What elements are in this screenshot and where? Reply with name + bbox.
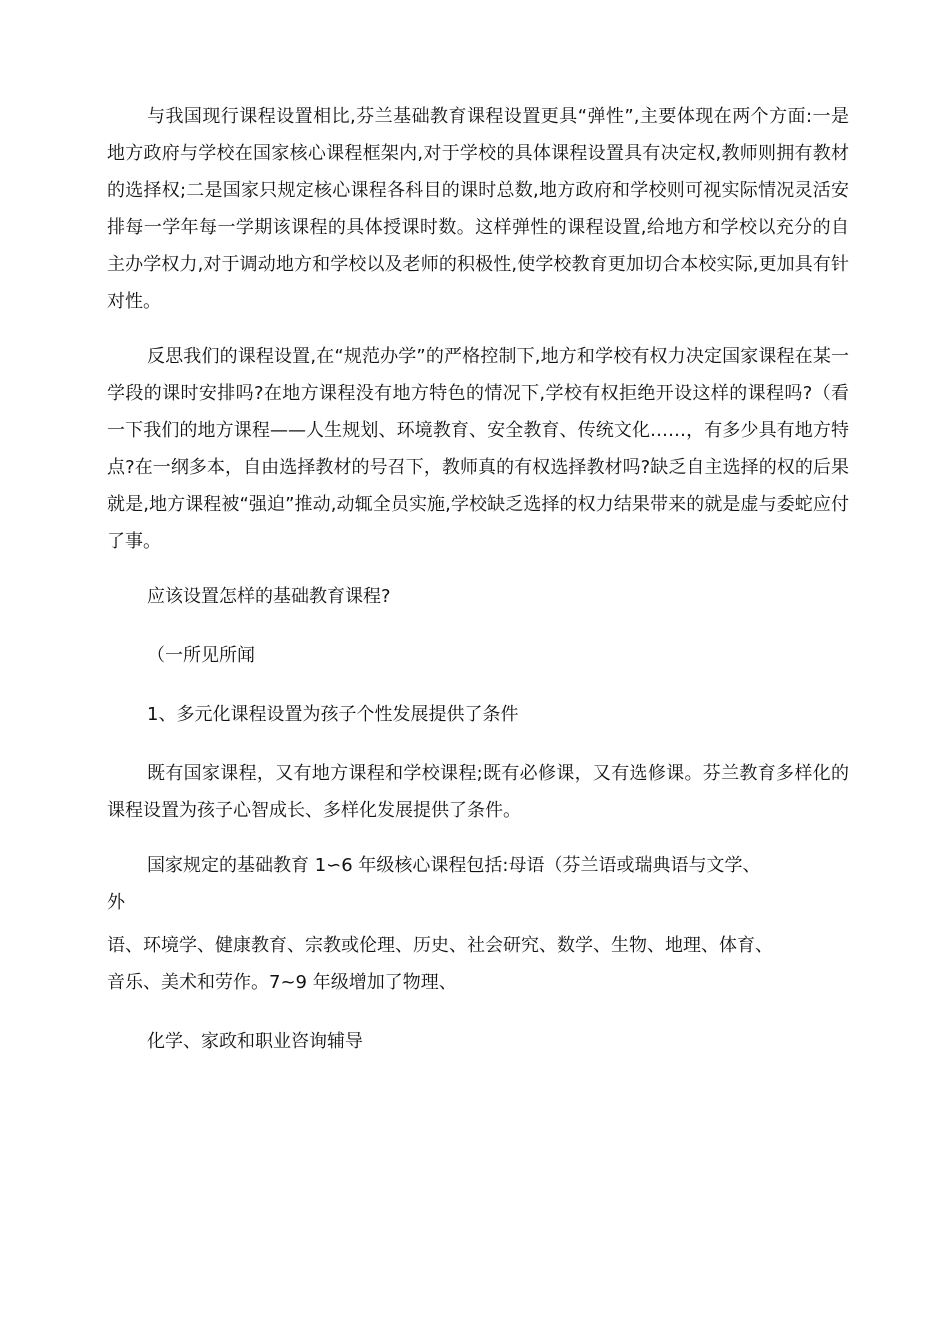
core-courses-line-2: 外: [107, 892, 125, 913]
paragraph-reflection: 反思我们的课程设置,在“规范办学”的严格控制下,地方和学校有权力决定国家课程在某一学段的课时安排吗?在地方课程没有地方特色的情况下,学校有权拒绝开设这样的课程吗?（看一下我们的地方课程——人生规划、环境教育、安全教育、传统文化……，有多少具有地方特点?在一纲多本，自由选择教材的号召下，教师真的有权选择教材吗?缺乏自主选择的权的后果就是,地方课程被“强迫”推动,动辄全员实施,学校缺乏选择的权力结果带来的就是虚与委蛇应付了事。: [107, 346, 849, 552]
paragraph-flexibility: 与我国现行课程设置相比,芬兰基础教育课程设置更具“弹性”,主要体现在两个方面:一是地方政府与学校在国家核心课程框架内,对于学校的具体课程设置具有决定权,教师则拥有教材的选择权;二是国家只规定核心课程各科目的课时总数,地方政府和学校则可视实际情况灵活安排每一学年每一学期该课程的具体授课时数。这样弹性的课程设置,给地方和学校以充分的自主办学权力,对于调动地方和学校以及老师的积极性,使学校教育更加切合本校实际,更加具有针对性。: [107, 106, 849, 312]
paragraph-last-line: 化学、家政和职业咨询辅导: [147, 1031, 363, 1052]
paragraph-question: 应该设置怎样的基础教育课程?: [147, 586, 391, 607]
document-body: [107, 98, 849, 1082]
core-courses-line-1: 国家规定的基础教育 1∽6 年级核心课程包括:母语（芬兰语或瑞典语与文学、: [147, 855, 761, 876]
core-courses-line-3: 语、环境学、健康教育、宗教或伦理、历史、社会研究、数学、生物、地理、体育、: [107, 935, 773, 956]
subsection-heading: 1、多元化课程设置为孩子个性发展提供了条件: [147, 704, 519, 725]
paragraph-diverse-courses: 既有国家课程，又有地方课程和学校课程;既有必修课，又有选修课。芬兰教育多样化的课程设置为孩子心智成长、多样化发展提供了条件。: [107, 763, 849, 821]
paragraph-core-courses: [107, 847, 849, 1001]
section-heading: （一所见所闻: [147, 645, 255, 666]
core-courses-line-4: 音乐、美术和劳作。7~9 年级增加了物理、: [107, 972, 457, 993]
